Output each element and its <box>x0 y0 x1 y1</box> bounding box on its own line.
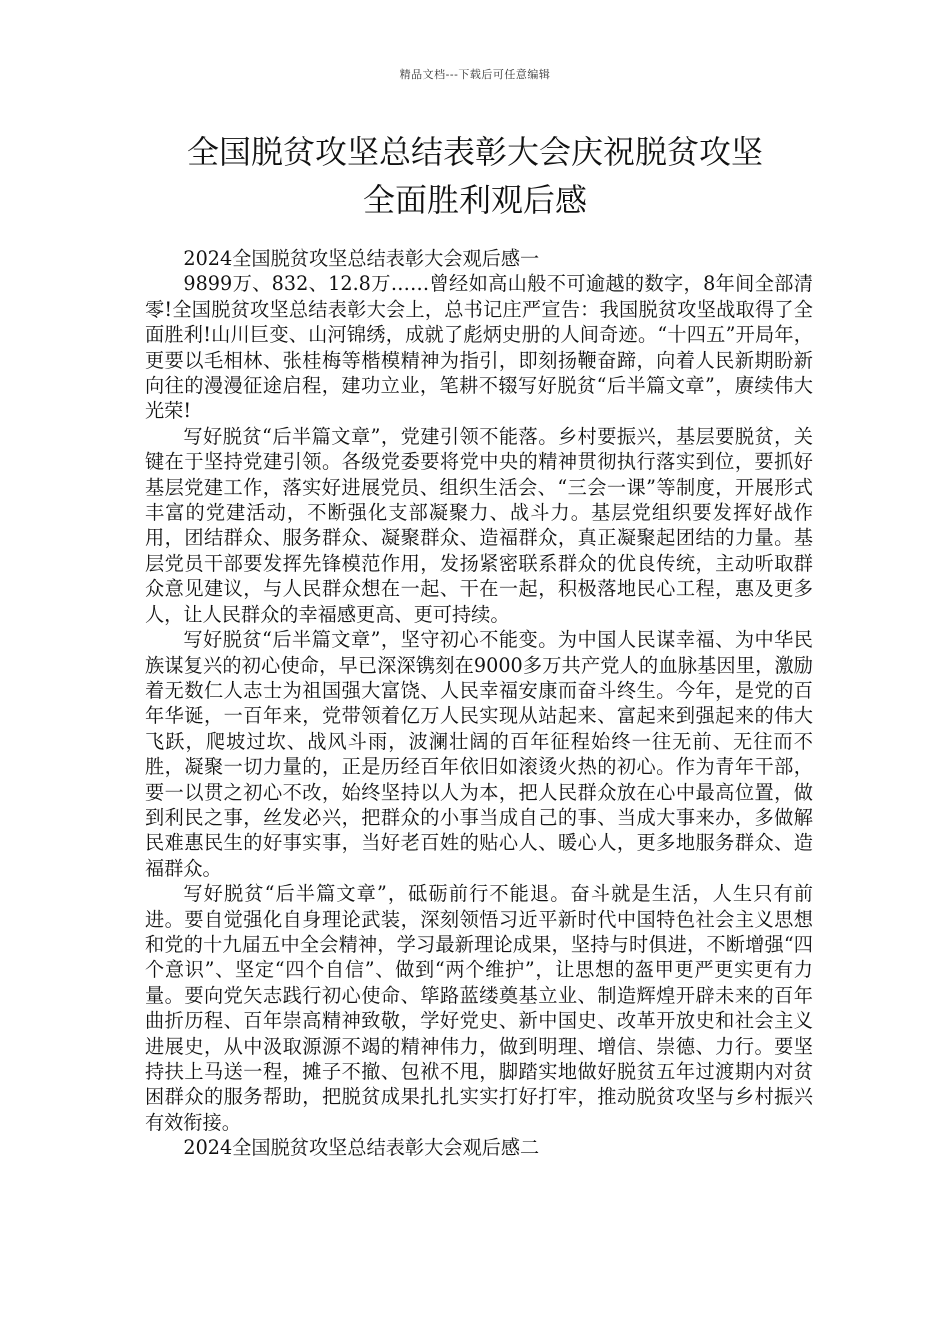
document-body <box>145 246 813 1161</box>
subheading-part-two: 2024全国脱贫攻坚总结表彰大会观后感二 <box>183 1136 540 1160</box>
body-paragraph: 写好脱贫“后半篇文章”，坚守初心不能变。为中国人民谋幸福、为中华民族谋复兴的初心使命，早已深深镌刻在9000多万共产党人的血脉基因里，激励着无数仁人志士为祖国强大富饶、人民幸福安康而奋斗终生。今年，是党的百年华诞，一百年来，党带领着亿万人民实现从站起来、富起来到强起来的伟大飞跃，爬坡过坎、战风斗雨，波澜壮阔的百年征程始终一往无前、无往而不胜，凝聚一切力量的，正是历经百年依旧如滚烫火热的初心。作为青年干部，要一以贯之初心不改，始终坚持以人为本，把人民群众放在心中最高位置，做到利民之事，丝发必兴，把群众的小事当成自己的事、当成大事来办，多做解民难惠民生的好事实事，当好老百姓的贴心人、暖心人，更多地服务群众、造福群众。 <box>145 628 813 880</box>
title-line-1: 全国脱贫攻坚总结表彰大会庆祝脱贫攻坚 <box>186 133 763 171</box>
body-paragraph: 9899万、832、12.8万……曾经如高山般不可逾越的数字，8年间全部清零!全国脱贫攻坚总结表彰大会上，总书记庄严宣告：我国脱贫攻坚战取得了全面胜利!山川巨变、山河锦绣，成就了彪炳史册的人间奇迹。“十四五”开局年，更要以毛相林、张桂梅等楷模精神为指引，即刻扬鞭奋蹄，向着人民新期盼新向往的漫漫征途启程，建功立业，笔耕不辍写好脱贫“后半篇文章”，赓续伟大光荣! <box>145 272 813 423</box>
document-title <box>140 128 810 224</box>
header-note: 精品文档---下载后可任意编辑 <box>399 68 551 81</box>
body-paragraph: 写好脱贫“后半篇文章”，砥砺前行不能退。奋斗就是生活，人生只有前进。要自觉强化自身理论武装，深刻领悟习近平新时代中国特色社会主义思想和党的十九届五中全会精神，学习最新理论成果，坚持与时俱进，不断增强“四个意识”、坚定“四个自信”、做到“两个维护”，让思想的盔甲更严更实更有力量。要向党矢志践行初心使命、筚路蓝缕奠基立业、制造辉煌开辟未来的百年曲折历程、百年崇高精神致敬，学好党史、新中国史、改革开放史和社会主义进展史，从中汲取源源不竭的精神伟力，做到明理、增信、崇德、力行。要坚持扶上马送一程，摊子不撤、包袱不甩，脚踏实地做好脱贫五年过渡期内对贫困群众的服务帮助，把脱贫成果扎扎实实打好打牢，推动脱贫攻坚与乡村振兴有效衔接。 <box>145 882 813 1134</box>
title-line-2: 全面胜利观后感 <box>362 181 587 219</box>
body-paragraph: 写好脱贫“后半篇文章”，党建引领不能落。乡村要振兴，基层要脱贫，关键在于坚持党建引领。各级党委要将党中央的精神贯彻执行落实到位，要抓好基层党建工作，落实好进展党员、组织生活会、“三会一课”等制度，开展形式丰富的党建活动，不断强化支部凝聚力、战斗力。基层党组织要发挥好战作用，团结群众、服务群众、凝聚群众、造福群众，真正凝聚起团结的力量。基层党员干部要发挥先锋模范作用，发扬紧密联系群众的优良传统，主动听取群众意见建议，与人民群众想在一起、干在一起，积极落地民心工程，惠及更多人，让人民群众的幸福感更高、更可持续。 <box>145 424 813 626</box>
subheading-part-one: 2024全国脱贫攻坚总结表彰大会观后感一 <box>183 247 540 270</box>
